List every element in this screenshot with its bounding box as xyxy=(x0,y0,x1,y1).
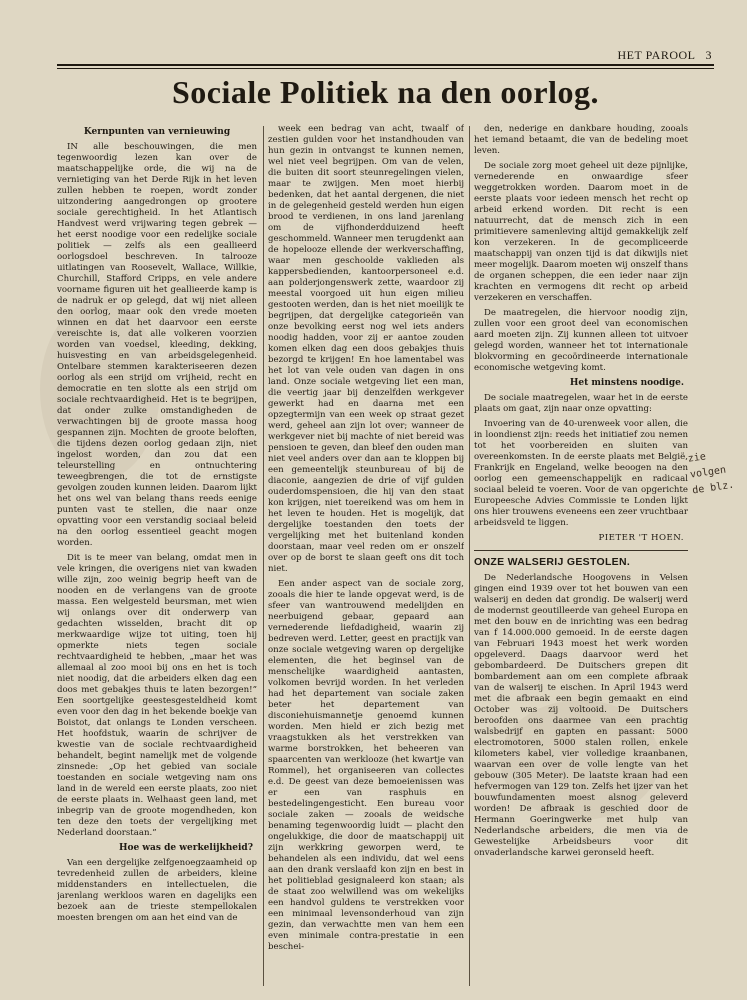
paragraph: Een ander aspect van de sociale zorg, zooals die hier te lande opgevat werd, is de sfeer van wantrouwend medelijden en neerbuigend gebaar, gepaard aan vernederende liefdadigheid, waarin zij bedreven werd. Letter, geest en practijk van onze sociale wetgeving waren op dergelijke elementen, die het beginsel van de menschelijke waardigheid aantasten, volkomen bevrijd worden. In het verleden had het departement van sociale zaken beter het departement van disconiehuismannetje genoemd kunnen worden. Men hield er zich bezig met vraagstukken als het verstrekken van warme borstrokken, het beheeren van spaarcenten van werklooze (het kwartje van Rommel), het organiseeren van collectes e.d. De geest van deze bemoeienissen was er een van rasphuis en bestedelingengesticht. Een bureau voor sociale zaken — zooals de weidsche benaming tegenwoordig luidt — placht den ongelukkige, die door de maatschappij uit zijn werkkring geworpen werd, te behandelen als een individu, dat wel eens aan den drank verslaafd kon zijn en best in het politieblad gesignaleerd kon staan; als de staat zoo welwillend was om wekelijks een handvol guldens te verstrekken voor een minimaal levensonderhoud van zijn gezin, dan verwachtte men van hem een even minimale contra-prestatie in een beschei- xyxy=(268,579,464,952)
header-rule xyxy=(57,64,714,66)
column-3 xyxy=(474,124,688,986)
page-number: 3 xyxy=(705,48,712,62)
paragraph: De sociale maatregelen, waar het in de eerste plaats om gaat, zijn naar onze opvatting: xyxy=(474,393,688,414)
header-rule-thin xyxy=(57,68,714,69)
newspaper-name: HET PAROOL xyxy=(617,48,696,62)
section-separator xyxy=(474,550,688,551)
section-heading: ONZE WALSERIJ GESTOLEN. xyxy=(474,556,631,568)
page-header xyxy=(532,48,712,63)
paragraph: den, nederige en dankbare houding, zooals het iemand betaamt, die van de bedeling moet leven. xyxy=(474,124,688,156)
paragraph: Van een dergelijke zelfgenoegzaamheid op tevredenheid zullen de arbeiders, kleine middenstanders en intellectuelen, die jarenlang werkloos waren en dagelijks een bezoek aan de trieste stempellokalen moesten brengen om aan het eind van de xyxy=(57,858,257,923)
subheading: Kernpunten van vernieuwing xyxy=(83,127,231,137)
column-divider xyxy=(469,126,470,986)
note-line: zie xyxy=(687,451,707,465)
note-line: de blz. xyxy=(691,479,735,497)
paragraph: IN alle beschouwingen, die men tegenwoordig lezen kan over de maatschappelijke orde, die wij na de vernietiging van het Derde Rijk in het leven zullen hebben te roepen, wordt zonder uitzondering aangedrongen op grootere sociale gerechtigheid. In het Atlantisch Handvest werd vrijwaring tegen gebrek — het eerst noodige voor een redelijke sociale politiek — zelfs als een geallieerd oorlogsdoel beschreven. In talrooze uitlatingen van Roosevelt, Wallace, Willkie, Churchill, Stafford Cripps, en vele andere voorname figuren uit het geallieerde kamp is de nadruk er op gelegd, dat wij niet alleen den oorlog, maar ook den vrede moeten winnen en dat het daarvoor een eerste vereischte is, dat alle volkeren voorzien worden van voedsel, kleeding, dekking, huisvesting en van arbeidsgelegenheid. Ontelbare stemmen karakteriseeren dezen oorlog als een strijd om vrijheid, recht en democratie en ten slotte als een strijd om sociale rechtvaardigheid. Het is te begrijpen, dat onder zulke omstandigheden de verwachtingen bij de groote massa hoog gespannen zijn. Mochten de groote beloften, die tijdens dezen oorlog gedaan zijn, niet ingelost worden, dan zou dat een teleurstelling en ontnuchtering teweegbrengen, die tot de ernstigste gevolgen zouden kunnen leiden. Daarom lijkt het ons wel van belang thans reeds eenige punten vast te stellen, die naar onze opvatting voor een verstandig sociaal beleid na den oorlog essentieel geacht mogen worden. xyxy=(57,142,257,548)
column-1 xyxy=(57,124,257,986)
paragraph: De maatregelen, die hiervoor noodig zijn, zullen voor een groot deel van economischen aard moeten zijn. Zij kunnen alleen tot uitvoer gelegd worden, wanneer het tot internationale blokvorming en gecoördineerde internationale economische wetgeving komt. xyxy=(474,308,688,373)
column-2 xyxy=(268,124,464,986)
column-divider xyxy=(263,126,264,986)
note-line: volgen xyxy=(689,464,727,481)
paragraph: Dit is te meer van belang, omdat men in vele kringen, die overigens niet van kwaden wille zijn, zoo weinig begrip heeft van de nooden en de verlangens van de groote massa. Een welgesteld beursman, met wien wij onlangs over dit onderwerp van gedachten wisselden, bracht dit op merkwaardige wijze tot uiting, toen hij opmerkte niets tegen sociale rechtvaardigheid te hebben, „maar het was allemaal al zoo mooi bij ons en het is toch niet noodig, dat die arbeiders elken dag een doos met gebakjes thuis te laten bezorgen!” Een soortgelijke geestesgesteldheid komt even voor den dag in het bekende boekje van Boistot, dat onlangs te Londen verscheen. Het hoofdstuk, waarin de schrijver de kwestie van de sociale rechtvaardigheid behandelt, begint namelijk met de volgende zinsnede: „Op het gebied van sociale toestanden en sociale wetgeving nam ons land in de wereld een eerste plaats, zoo niet de eerste plaats in. Welhaast geen land, met inbegrip van de groote mogendheden, kon ten deze den toets der vergelijking met Nederland doorstaan.” xyxy=(57,553,257,838)
paragraph: week een bedrag van acht, twaalf of zestien gulden voor het instandhouden van hun gezin in ontvangst te kunnen nemen, wel niet veel begrijpen. Om van de velen, die buiten dit soort steunregelingen vielen, maar te zwijgen. Men moet hierbij bedenken, dat het aantal dergenen, die niet in de gelegenheid gesteld werden hun eigen brood te verdienen, in ons land jarenlang om de vijfhonderdduizend heeft geschommeld. Wanneer men terugdenkt aan de hopelooze ellende der werkverschaffing, waar men geschoolde vaklieden als kappersbedienden, kantoorpersoneel e.d. aan polderjongenswerk zette, waardoor zij meestal voorgoed uit hun eigen milieu gestooten werden, dan is het niet moeilijk te begrijpen, dat dergelijke categorieën van onze bevolking eerst nog wel iets anders noodig hadden, voor zij er aantoe zouden komen elken dag een doos gebakjes thuis bezorgd te krijgen! En hoe lamentabel was het lot van vele ouden van dagen in ons land. Onze sociale wetgeving liet een man, die veertig jaar bij denzelfden werkgever gewerkt had en daarna met een opzegtermijn van een week op straat gezet werd, geheel aan zijn lot over; wanneer de werkgever niet bij machte of niet bereid was pensioen te geven, dan bleef den ouden man niet veel anders over dan aan te kloppen bij een gemeentelijk steunbureau of bij de diaconie, aangezien de drie of vijf gulden ouderdomspensioen, die hij van den staat kon krijgen, niet toereikend was om hem in het leven te houden. Het is mogelijk, dat dergelijke toestanden den toets der vergelijking met het buitenland konden doorstaan, maar veel reden om er onszelf over op de borst te slaan geeft ons dit toch niet. xyxy=(268,124,464,574)
paragraph: De Nederlandsche Hoogovens in Velsen gingen eind 1939 over tot het bouwen van een walserij en deden dat grondig. De walserij werd de modernst geoutilleerde van geheel Europa en met den bouw en de inrichting was een bedrag van f 14.000.000 gemoeid. In de eerste dagen van Februari 1943 moest het werk worden opgeleverd. Daags daarvoor werd het gebombardeerd. De Duitschers grepen dit bombardement aan om een complete afbraak van de walserij te eischen. In April 1943 werd met die afbraak een begin gemaakt en eind October was zij voltooid. De Duitschers beroofden ons daarmee van een prachtig walsbedrijf en gapten en passant: 5000 electromotoren, 5000 stalen rollen, enkele kilometers kabel, vier volledige kraanbanen, waarvan een over de volle lengte van het gebouw (305 Meter). De laatste kraan had een hefvermogen van 129 ton. Zelfs het ijzer van het bouwfundamenten moest alsnog geleverd worden! De afbraak is geschied door de Hermann Goeringwerke met hulp van Nederlandsche arbeiders, die men via de Gewestelijke Arbeidsbeurs voor dit onvaderlandsche karwei geronseld heeft. xyxy=(474,573,688,858)
subheading: Het minstens noodige. xyxy=(569,378,684,388)
author-signature: PIETER 'T HOEN. xyxy=(598,533,684,543)
article-title: Sociale Politiek na den oorlog. xyxy=(171,74,600,110)
subheading: Hoe was de werkelijkheid? xyxy=(118,843,253,853)
paragraph: Invoering van de 40-urenweek voor allen, die in loondienst zijn: reeds het initiatief zou nemen tot het voorbereiden en sluiten van overeenkomsten. In de eerste plaats met België, Frankrijk en Engeland, welke beoogen na den oorlog een gemeenschappelijk en radicaal sociaal beleid te voeren. Voor de van opgerichte Europeesche Advies Commissie te Londen lijkt ons hier trouwens eveneens een zeer vruchtbaar arbeidsveld te liggen. xyxy=(474,419,688,528)
paragraph: De sociale zorg moet geheel uit deze pijnlijke, vernederende en onwaardige sfeer weggetrokken worden. Daarom moet in de eerste plaats voor iedeen mensch het recht op arbeid erkend worden. Dit recht is een natuurrecht, dat de mensch zich in een primitievere samenleving altijd gemakkelijk zelf kon verzekeren. In de gecompliceerde maatschappij van onzen tijd is dat dikwijls niet meer mogelijk. Daarom moeten wij onszelf thans de organen scheppen, die een ieder naar zijn krachten en vermogens dit recht op arbeid verzekeren en verschaffen. xyxy=(474,161,688,303)
handwritten-note xyxy=(687,445,745,500)
